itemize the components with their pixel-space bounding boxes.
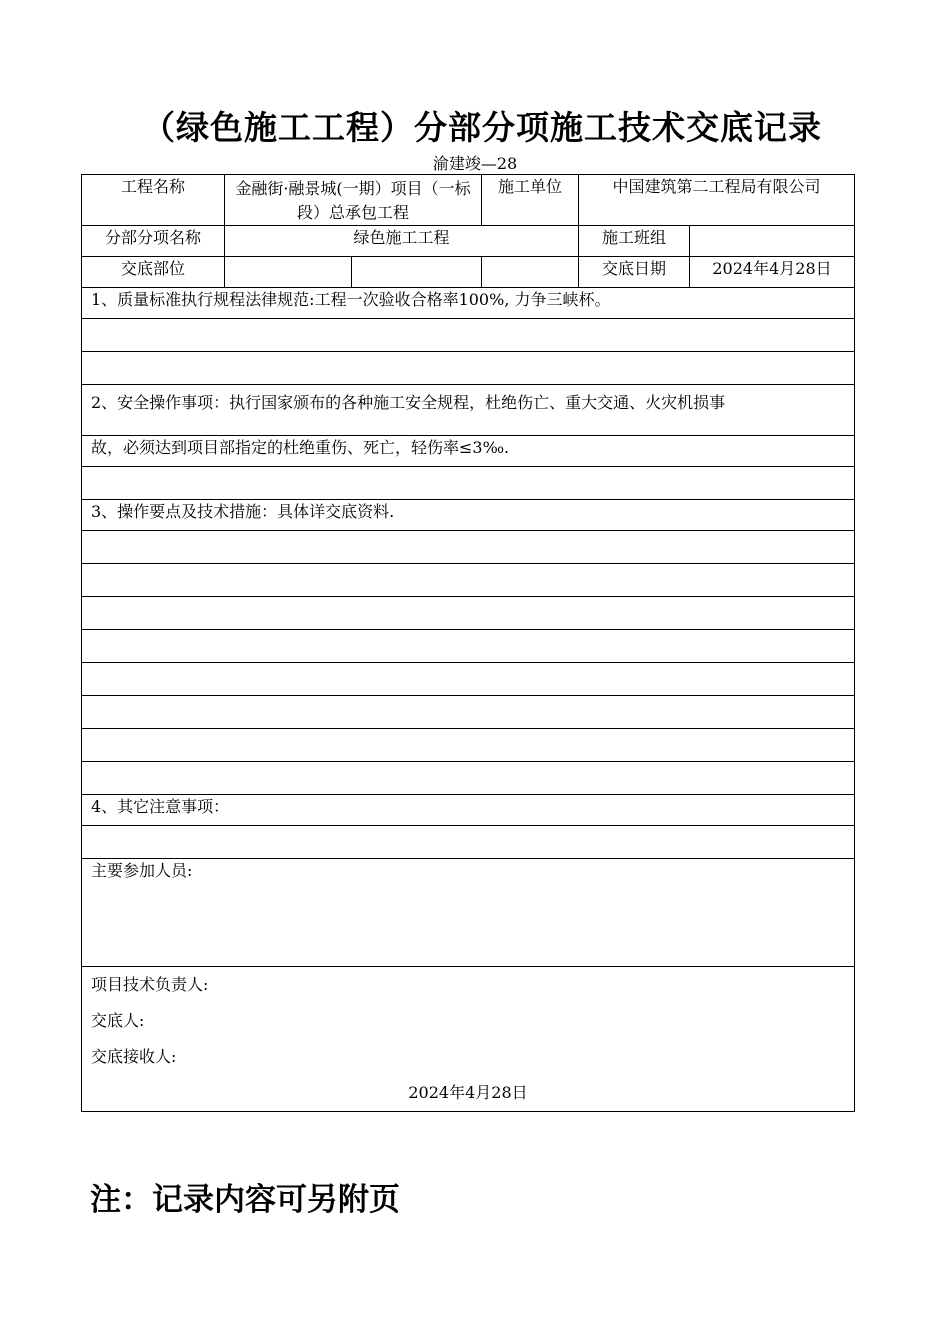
- team-value: [690, 226, 855, 257]
- blank-row: [82, 531, 855, 564]
- row-location: [82, 257, 855, 288]
- unit-label: 施工单位: [482, 175, 579, 226]
- section-2-text-line1: 2、安全操作事项：执行国家颁布的各种施工安全规程，杜绝伤亡、重大交通、火灾机损事: [82, 385, 855, 436]
- blank-row: [82, 564, 855, 597]
- blank-row: [82, 352, 855, 385]
- location-label: 交底部位: [82, 257, 225, 288]
- section-2-continued-row: [82, 436, 855, 467]
- location-cell-2: [352, 257, 482, 288]
- section-2-row: [82, 385, 855, 436]
- blank-row: [82, 729, 855, 762]
- blank-row: [82, 630, 855, 663]
- signature-row: [82, 967, 855, 1112]
- blank-row: [82, 319, 855, 352]
- project-name-label: 工程名称: [82, 175, 225, 226]
- project-name-value: 金融街·融景城(一期）项目（一标段）总承包工程: [225, 175, 482, 226]
- blank-row: [82, 696, 855, 729]
- document-number: 渝建竣—28: [432, 154, 518, 173]
- blank-row: [82, 826, 855, 859]
- participants-label: 主要参加人员:: [82, 859, 855, 967]
- section-4-text: 4、其它注意事项：: [82, 795, 855, 826]
- section-1-row: [82, 288, 855, 319]
- signature-date: 2024年4月28日: [408, 1083, 528, 1102]
- disclosure-table: [81, 174, 855, 1112]
- unit-value: 中国建筑第二工程局有限公司: [579, 175, 855, 226]
- sub-name-label: 分部分项名称: [82, 226, 225, 257]
- row-subproject: [82, 226, 855, 257]
- date-label: 交底日期: [579, 257, 690, 288]
- document-title: （绿色施工工程）分部分项施工技术交底记录: [142, 108, 822, 147]
- blank-row: [82, 663, 855, 696]
- blank-row: [82, 467, 855, 500]
- section-3-text: 3、操作要点及技术措施：具体详交底资料.: [82, 500, 855, 531]
- tech-lead-label: 项目技术负责人:: [91, 975, 209, 994]
- section-2-text-line2: 故，必须达到项目部指定的杜绝重伤、死亡，轻伤率≤3‰.: [82, 436, 855, 467]
- receiver-label: 交底接收人:: [91, 1047, 177, 1066]
- blank-row: [82, 597, 855, 630]
- signature-cell: [82, 967, 855, 1112]
- sub-name-value: 绿色施工工程: [225, 226, 579, 257]
- section-3-row: [82, 500, 855, 531]
- team-label: 施工班组: [579, 226, 690, 257]
- row-project: [82, 175, 855, 226]
- section-1-text: 1、质量标准执行规程法律规范:工程一次验收合格率100%, 力争三峡杯。: [82, 288, 855, 319]
- location-cell-3: [482, 257, 579, 288]
- section-4-row: [82, 795, 855, 826]
- presenter-label: 交底人:: [91, 1011, 145, 1030]
- participants-row: [82, 859, 855, 967]
- blank-row: [82, 762, 855, 795]
- footer-note: 注：记录内容可另附页: [90, 1182, 400, 1218]
- location-cell-1: [225, 257, 352, 288]
- date-value: 2024年4月28日: [690, 257, 855, 288]
